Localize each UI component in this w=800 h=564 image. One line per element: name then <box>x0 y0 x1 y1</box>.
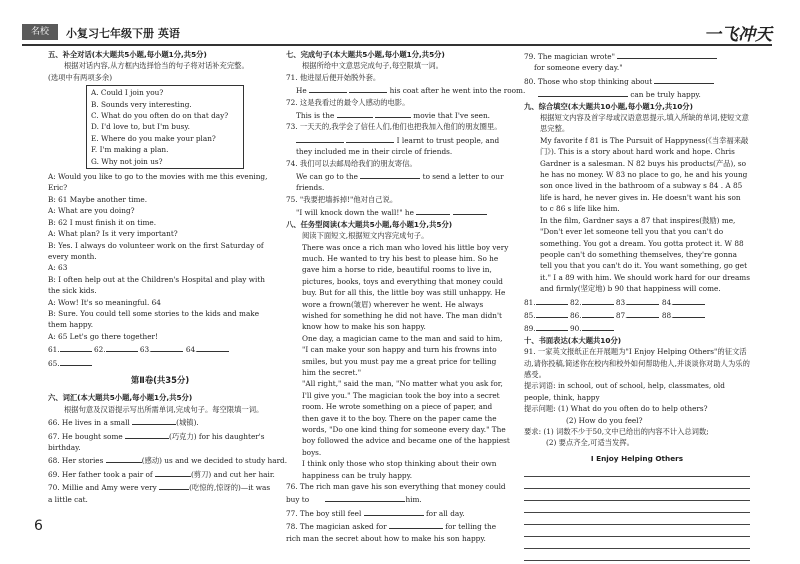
answer-blank[interactable] <box>60 342 92 352</box>
part-two-title: 第Ⅱ卷(共35分) <box>130 374 190 385</box>
writing-line[interactable] <box>524 528 750 537</box>
page-number: 6 <box>34 518 43 534</box>
requirement: (2) 要点齐全,可适当发挥。 <box>546 438 634 448</box>
option: C. What do you often do on that day? <box>91 111 229 121</box>
question-76: 76. The rich man gave his son everything that money could buy to him. <box>286 482 506 505</box>
answer-row <box>48 342 272 355</box>
answer-blank[interactable] <box>536 295 568 305</box>
answer-blank[interactable] <box>106 453 142 463</box>
header-divider <box>22 44 772 46</box>
requirement: 要求: (1) 词数不少于50,文中已给出的内容不计入总词数; <box>524 427 709 436</box>
question-68: 68. Her stories (感动) us and we decided to study hard. <box>48 453 272 466</box>
options-box <box>86 85 244 169</box>
question-74: We can go to the to send a letter to our friends. <box>286 169 510 194</box>
dialogue-line: A: What are you doing? <box>48 206 135 216</box>
answer-blank[interactable] <box>627 308 659 318</box>
answer-blank[interactable] <box>151 342 183 352</box>
writing-line[interactable] <box>524 540 750 549</box>
answer-blank[interactable] <box>346 133 394 143</box>
answer-blank[interactable] <box>617 49 717 59</box>
option: E. Where do you make your plan? <box>91 133 216 143</box>
answer-blank[interactable] <box>125 429 169 439</box>
answer-row: 85. 86. 87. 88. <box>524 308 750 321</box>
column-middle <box>286 49 526 544</box>
answer-blank[interactable] <box>536 321 568 331</box>
answer-blank[interactable] <box>155 467 191 477</box>
writing-line[interactable] <box>524 492 750 501</box>
dialogue-line: A: What plan? Is it very important? <box>48 229 178 239</box>
answer-blank[interactable] <box>582 321 614 331</box>
question-69: 69. Her father took a pair of (剪刀) and cut her hair. <box>48 467 272 480</box>
answer-blank[interactable] <box>389 519 443 529</box>
answer-blank[interactable] <box>60 356 92 366</box>
question-77: 77. The boy still feel for all day. <box>286 506 510 519</box>
section-heading: 五、补全对话(本大题共5小题,每小题1分,共5分) <box>48 50 207 59</box>
column-left <box>48 49 288 505</box>
instruction: 根据短文内容及首字母或汉语意思提示,填入所缺的单词,使短文意思完整。 <box>540 113 749 134</box>
passage-paragraph: I think only those who stop thinking about their own happiness can be truly happy. <box>302 459 497 480</box>
answer-blank[interactable] <box>296 133 344 143</box>
dialogue-line: A: 65 Let's go there together! <box>48 331 158 341</box>
dialogue-line: B: Yes. I always do volunteer work on the first Saturday of every month. <box>48 240 264 261</box>
answer-label: 65. <box>48 358 60 368</box>
answer-label: 61. <box>48 345 60 355</box>
option: B. Sounds very interesting. <box>91 99 192 109</box>
publisher-logo: 名校 <box>22 24 58 40</box>
passage-paragraph: There was once a rich man who loved his little boy very much. He wanted to try his best to please him. So he gave him a horse to ride, beautiful rooms to live in, pictures, books, toys and everything that money could buy. But for all this, the little boy was still unhappy. He wore a frown(皱眉) wherever he went. He always wished for something he did not have. The man didn't know how to make his son happy. <box>302 242 509 332</box>
answer-blank[interactable] <box>349 83 387 93</box>
option: D. I'd love to, but I'm busy. <box>91 122 190 132</box>
answer-blank[interactable] <box>197 342 229 352</box>
question-72-cn: 72. 这是我看过的最令人感动的电影。 <box>286 97 410 107</box>
book-title: 小复习七年级下册 英语 <box>66 27 180 40</box>
dialogue-line: A: Wow! It's so meaningful. 64 <box>48 297 161 307</box>
answer-label: 63. <box>139 345 152 355</box>
page-header <box>22 22 772 44</box>
answer-blank[interactable] <box>106 342 138 352</box>
cloze-paragraph: My favorite f 81 is The Pursuit of Happyness(《当幸福来敲门》). This is a story about hard work and hope. Chris Gardner is a salesman. N 82 buys his products(产品), so he has no money. W 83 no place to go, he and his young son once lived in the bathroom of a subway s 84 . A 85 life is hard, he never gives in. He doesn't want his son to c 86 s life like him. <box>540 135 749 214</box>
question-72: This is the movie that I've seen. <box>286 108 510 121</box>
question-71: He his coat after he went into the room. <box>286 83 510 96</box>
question-70: 70. Millie and Amy were very (吃惊的,惊讶的)—it was a little cat. <box>48 480 272 505</box>
option: A. Could I join you? <box>91 88 164 98</box>
question-67: 67. He bought some (巧克力) for his daughter's birthday. <box>48 429 272 454</box>
question-73: I learnt to trust people, and they included me in their circle of friends. <box>286 133 510 158</box>
answer-blank[interactable] <box>360 169 420 179</box>
answer-blank[interactable] <box>416 205 450 215</box>
answer-blank[interactable] <box>538 87 628 97</box>
answer-blank[interactable] <box>536 308 568 318</box>
writing-line[interactable] <box>524 480 750 489</box>
hint-question: (2) How do you feel? <box>566 415 643 425</box>
writing-prompt: 91. 一家英文报纸正在开展题为"I Enjoy Helping Others"的征文活动,请你投稿,简述你在校内和校外如何帮助他人,并谈谈你对助人为乐的感受。 <box>524 347 750 379</box>
section-heading: 九、综合填空(本大题共10小题,每小题1分,共10分) <box>524 101 693 111</box>
dialogue-line: A: 63 <box>48 263 68 273</box>
option: G. Why not join us? <box>91 156 163 166</box>
answer-label: 64. <box>185 345 198 355</box>
dialogue-line: B: Sure. You could tell some stories to the kids and make them happy. <box>48 308 260 330</box>
question-80: 80. Those who stop thinking about <box>524 74 750 87</box>
section-heading: 十、书面表达(本大题共10分) <box>524 335 622 345</box>
answer-blank[interactable] <box>582 308 614 318</box>
section-heading: 七、完成句子(本大题共5小题,每小题1分,共5分) <box>286 50 445 59</box>
answer-row: 81. 82. 83. 84. <box>524 295 750 308</box>
essay-title: I Enjoy Helping Others <box>590 453 684 463</box>
column-right <box>524 49 750 564</box>
answer-blank[interactable] <box>325 492 405 502</box>
dialogue-line: B: 62 I must finish it on time. <box>48 217 157 227</box>
writing-line[interactable] <box>524 552 750 561</box>
writing-line[interactable] <box>524 468 750 477</box>
question-73-cn: 73. 一天天的,我学会了信任人们,他们也把我加入他们的朋友圈里。 <box>286 122 502 132</box>
question-79-cont: for someone every day." <box>534 63 623 73</box>
brand-logo-text: 一飞冲天 <box>704 25 772 45</box>
answer-row <box>48 356 272 369</box>
question-75: "I will knock down the wall!" he <box>286 205 510 218</box>
instruction: 根据对话内容,从方框内选择恰当的句子将对话补充完整。 <box>64 61 249 71</box>
answer-blank[interactable] <box>337 108 373 118</box>
question-66: 66. He lives in a small (城镇). <box>48 415 272 428</box>
page-number-sunburst <box>34 518 43 534</box>
answer-row: 89. 90. <box>524 321 750 334</box>
answer-blank[interactable] <box>364 506 424 516</box>
writing-line[interactable] <box>524 504 750 513</box>
answer-blank[interactable] <box>375 108 411 118</box>
answer-blank[interactable] <box>627 295 659 305</box>
instruction: 阅读下面短文,根据短文内容完成句子。 <box>302 231 429 241</box>
writing-line[interactable] <box>524 516 750 525</box>
dialogue-line: A: Would you like to go to the movies with me this evening, Eric? <box>48 172 268 193</box>
passage-paragraph: "All right," said the man, "No matter what you ask for, I'll give you." The magician took the boy into a secret room. He wrote something on a piece of paper, and then gave it to the boy. There on the paper came the words, "Do one kind thing for someone every day." The boy followed the advice and became one of the happiest boys. <box>302 379 510 457</box>
instruction: (选项中有两项多余) <box>48 72 113 82</box>
answer-blank[interactable] <box>159 480 189 490</box>
hint-question: 提示问题: (1) What do you often do to help others? <box>524 404 708 414</box>
answer-blank[interactable] <box>309 83 347 93</box>
option: F. I'm making a plan. <box>91 145 169 155</box>
hint-words: 提示词语: in school, out of school, help, classmates, old people, think, happy <box>524 381 725 402</box>
question-74-cn: 74. 我们可以去邮局给我们的朋友寄信。 <box>286 158 417 168</box>
section-heading: 六、词汇(本大题共5小题,每小题1分,共5分) <box>48 393 193 403</box>
dialogue-line: B: I often help out at the Children's Hospital and play with the sick kids. <box>48 274 265 296</box>
question-80-cont: can be truly happy. <box>524 87 750 100</box>
dialogue-line: B: 61 Maybe another time. <box>48 194 148 204</box>
section-heading: 八、任务型阅读(本大题共5小题,每小题1分,共5分) <box>286 219 453 229</box>
answer-blank[interactable] <box>453 205 487 215</box>
question-71-cn: 71. 他进屋后便开始脱外套。 <box>286 72 381 82</box>
cloze-paragraph: In the film, Gardner says a 87 that inspires(鼓励) me, "Don't ever let someone tell you that you can't do something. You got a dream. You gotta protect it. W 88 people can't do something themselves, they're gonna tell you that you can't do it. You want something, go get it." I a 89 with him. We should work hard for our dreams and firmly(坚定地) b 90 that happiness will come. <box>540 215 750 294</box>
question-75-cn: 75. "我要把墙拆掉!"他对自己说。 <box>286 194 398 204</box>
answer-label: 62. <box>93 345 106 355</box>
answer-blank[interactable] <box>673 295 705 305</box>
passage-paragraph: One day, a magician came to the man and said to him, "I can make your son happy and turn his frowns into smiles, but you must pay me a great price for telling him the secret." <box>302 333 503 377</box>
question-79: 79. The magician wrote" <box>524 49 750 62</box>
answer-blank[interactable] <box>673 308 705 318</box>
answer-blank[interactable] <box>654 74 714 84</box>
answer-blank[interactable] <box>582 295 614 305</box>
instruction: 根据所给中文意思完成句子,每空限填一词。 <box>302 61 443 71</box>
answer-blank[interactable] <box>132 415 176 425</box>
question-78: 78. The magician asked for for telling the rich man the secret about how to make his son happy. <box>286 519 510 544</box>
instruction: 根据句意及汉语提示写出所需单词,完成句子。每空限填一词。 <box>64 404 264 414</box>
